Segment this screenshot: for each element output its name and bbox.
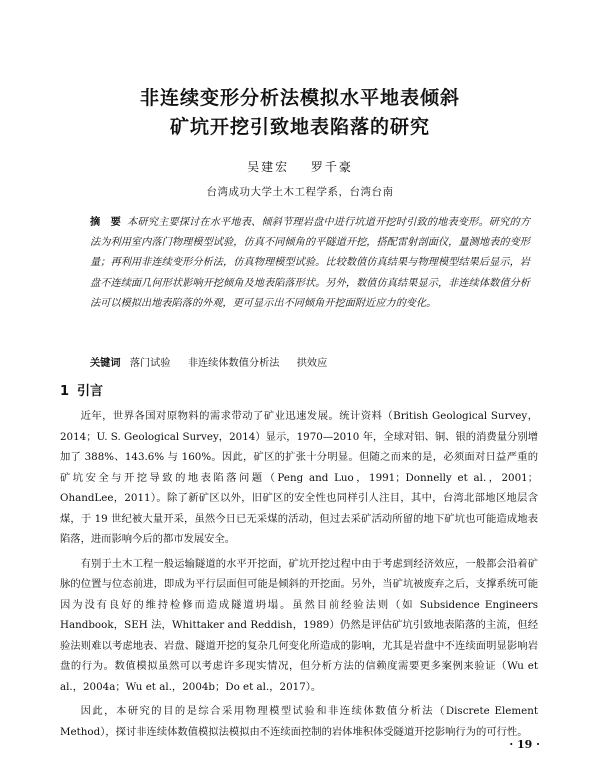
paragraph: 有别于土木工程一般运输隧道的水平开挖面，矿坑开挖过程中由于考虑到经济效应，一般都会沿着矿脉的位置与位态前进，即成为平行层面但可能是倾斜的开挖面。另外，当矿坑被废弃之后，支撑系统可能因为没有良好的维持检修而造成隧道坍塌。虽然目前经验法则（如 Subsidence Engineers Handbook，SEH 法，Whittaker and Reddish，1989）仍然是评估矿坑引致地表陷落的主流，但经验法则难以考虑地表、岩盘、隧道开挖的复杂几何变化所造成的影响，尤其是岩盘中不连续面明显影响岩盘的行为。数值模拟虽然可以考虑许多现实情况，但分析方法的信赖度需要更多案例来验证（Wu et al.，2004a；Wu et al.，2004b；Do et al.，2017）。 <box>60 557 538 693</box>
section-number: 1 <box>60 384 70 399</box>
affiliation: 台湾成功大学土木工程学系，台湾台南 <box>206 186 394 198</box>
keyword: 落门试验 <box>129 358 171 369</box>
page-number: · 19 · <box>509 738 540 751</box>
body-text <box>60 406 538 742</box>
keywords <box>90 356 530 372</box>
paragraph: 近年，世界各国对原物料的需求带动了矿业迅速发展。统计资料（British Geological Survey，2014；U. S. Geological Survey，2014）显示，1970—2010 年，全球对铝、铜、银的消费量分别增加了 388%、143.6% 与 160%。因此，矿区的扩张十分明显。但随之而来的是，必须面对日益严重的矿坑安全与开挖导致的地表陷落问题（Peng and Luo，1991；Donnelly et al.，2001；OhandLee，2011）。除了新矿区以外，旧矿区的安全性也同样引人注目，其中，台湾北部地区地层含煤，于 19 世纪被大量开采，虽然今日已无采煤的活动，但过去采矿活动所留的地下矿坑也可能造成地表陷落，进而影响今后的都市发展安全。 <box>60 410 538 545</box>
keywords-label: 关键词 <box>90 358 121 369</box>
paragraph: 因此，本研究的目的是综合采用物理模型试验和非连续体数值分析法（Discrete Element Method），探讨非连续体数值模拟法模拟由不连续面控制的岩体堆积体受隧道开挖影响行为的可行性。 <box>60 705 538 738</box>
authors <box>0 158 600 175</box>
author-name: 罗千豪 <box>310 160 353 174</box>
keyword: 拱效应 <box>296 358 328 369</box>
abstract-label: 摘 要 <box>90 217 122 228</box>
title-line-1: 非连续变形分析法模拟水平地表倾斜 <box>139 87 460 109</box>
keyword: 非连续体数值分析法 <box>187 358 280 369</box>
abstract <box>90 213 530 314</box>
author-name: 吴建宏 <box>247 160 290 174</box>
title-line-2: 矿坑开挖引致地表陷落的研究 <box>169 116 430 138</box>
section-title: 引言 <box>77 384 104 399</box>
abstract-text: 本研究主要探讨在水平地表、倾斜节理岩盘中进行坑道开挖时引致的地表变形。研究的方法为利用室内落门物理模型试验，仿真不同倾角的平隧道开挖，搭配雷射剖面仪，量测地表的变形量；再利用非连续变形分析法，仿真物理模型试验。比较数值仿真结果与物理模型结果后显示，岩盘不连续面几何形状影响开挖倾角及地表陷落形状。另外，数值仿真结果显示，非连续体数值分析法可以模拟出地表陷落的外观，更可显示出不同倾角开挖面附近应力的变化。 <box>90 217 531 309</box>
section-heading <box>60 380 103 399</box>
